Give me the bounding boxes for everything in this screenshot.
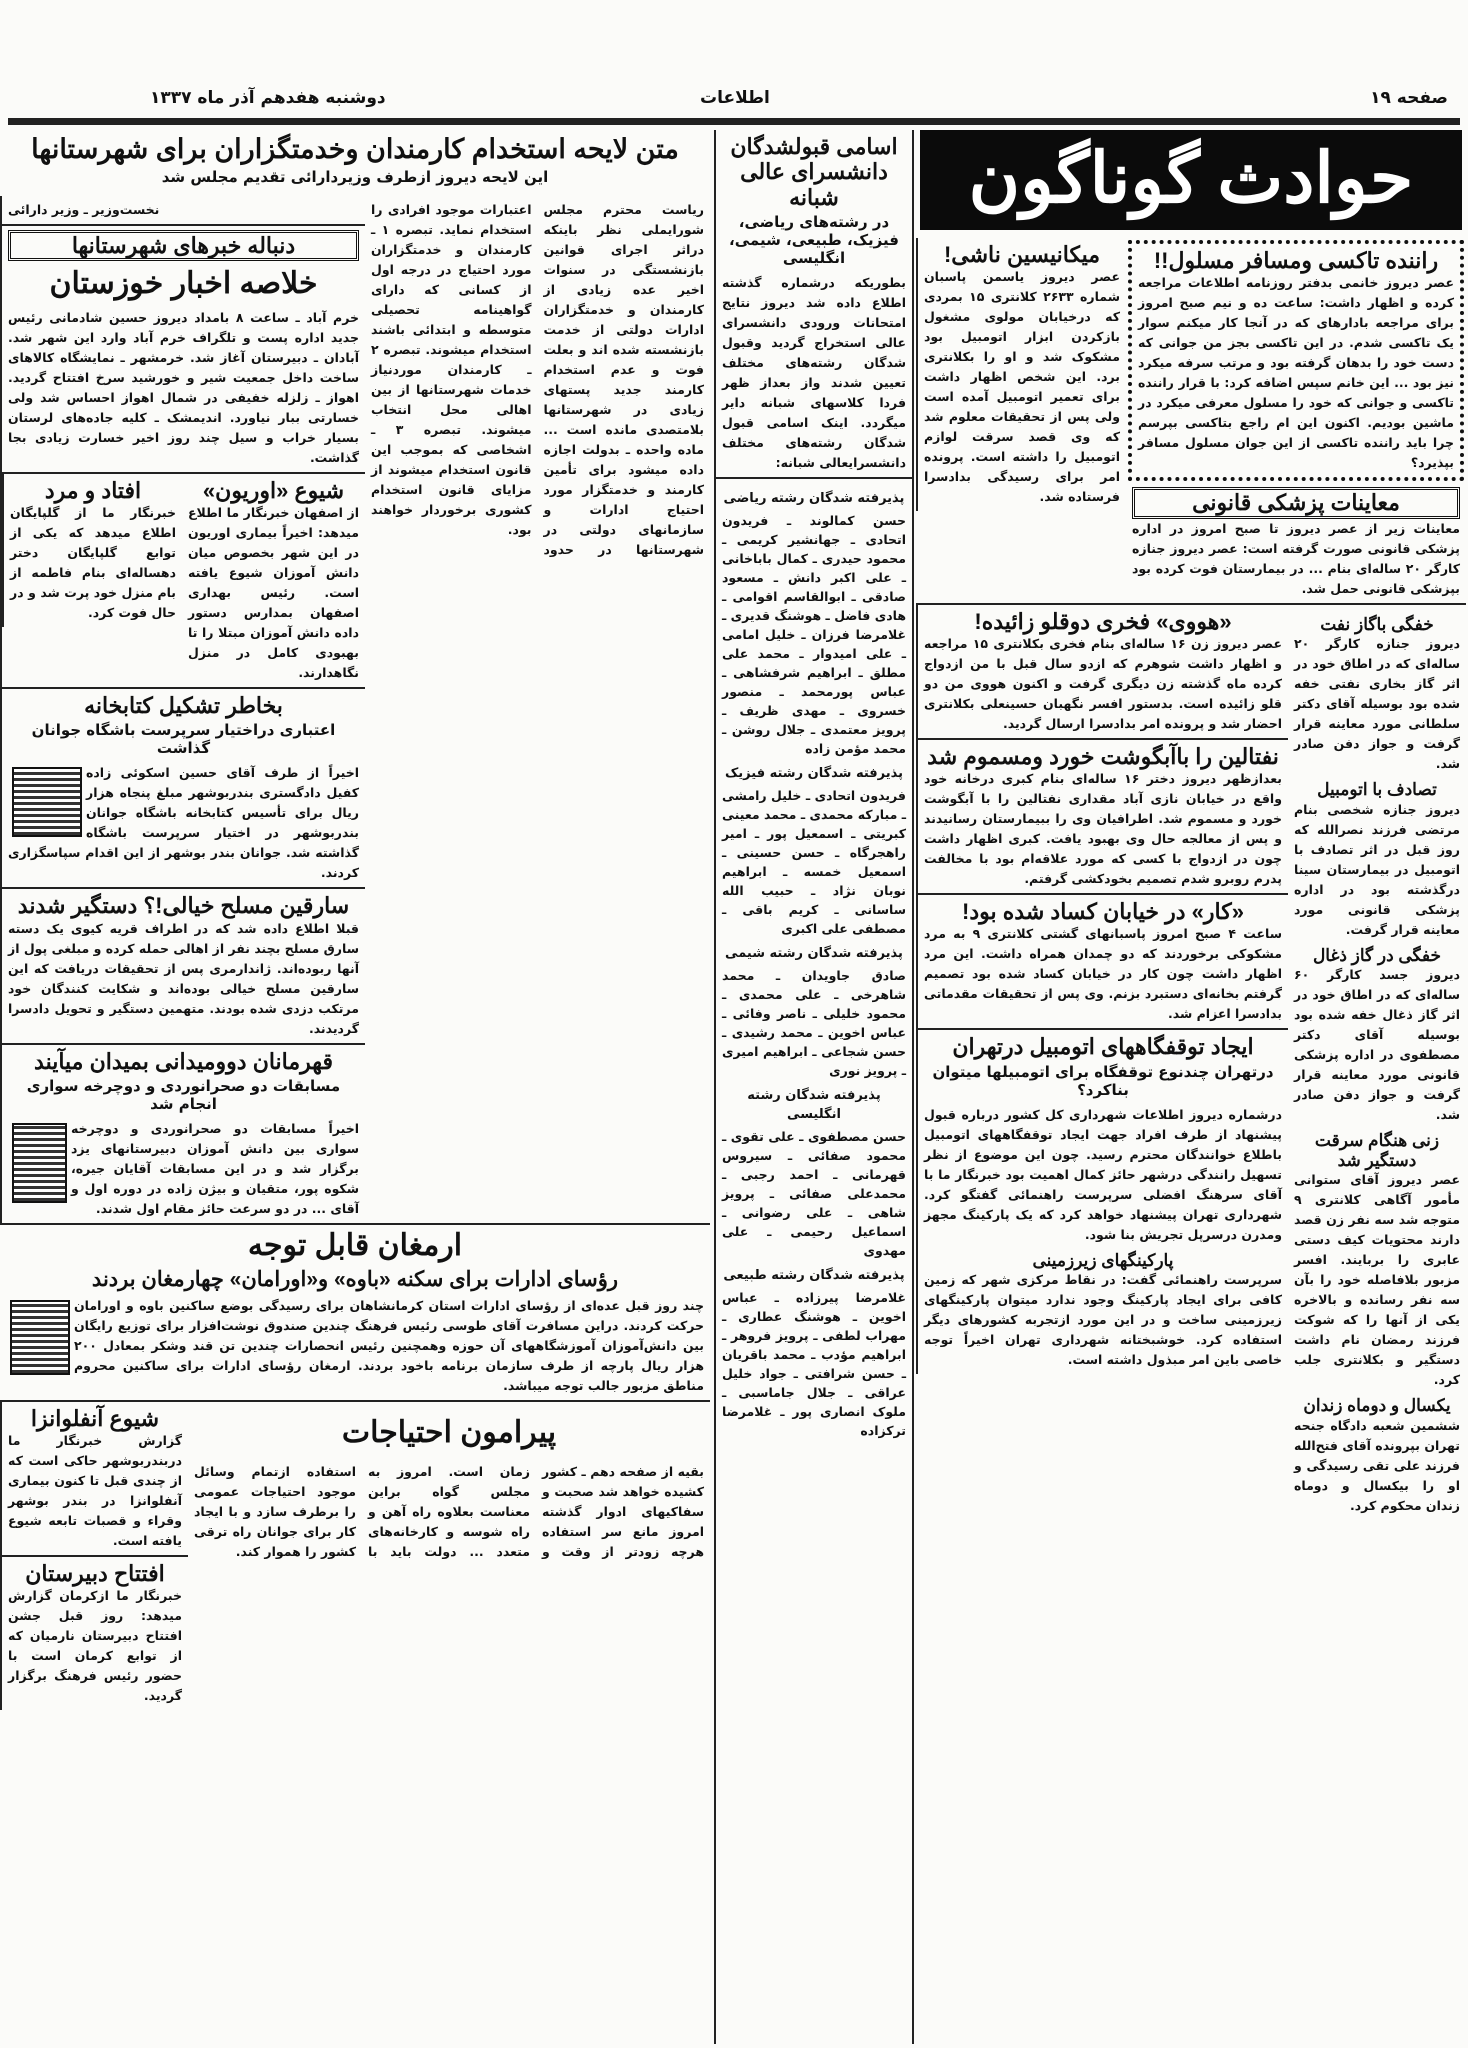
group-names: حسن مصطفوی ـ علی تقوی ـ محمود صفائی ـ سیروس قهرمانی ـ احمد رجبی ـ محمدعلی صفائی ـ پرویز شاهی ـ علی رضوانی ـ اسماعیل رحیمی ـ علی مهدوی [722,1128,906,1258]
headline: «هووی» فخری دوقلو زائیده! [974,608,1232,634]
subheadline: مسابقات دو صحرانوردی و دوچرخه سواری انجام شد [26,1077,341,1114]
group-names: صادق جاویدان ـ محمد شاهرخی ـ علی محمدی ـ محمود خلیلی ـ ناصر وفائی ـ عباس اخوین ـ محمد رشیدی ـ حسن شجاعی ـ ابراهیم امیری ـ پرویز نوری [722,967,906,1078]
group-title: پذیرفته شدگان رشته انگلیسی [747,1087,881,1122]
issue-date: دوشنبه هفدهم آذر ماه ۱۳۳۷ [150,88,386,108]
building-illustration-icon [10,1300,70,1375]
group-title: پذیرفته شدگان رشته فیزیک [724,765,904,781]
right-news-stack [916,605,1288,1375]
books-illustration-icon [12,767,82,837]
headline: قهرمانان دوومیدانی بمیدان میآیند [34,1048,333,1074]
article-body: عصر دیروز یاسمن پاسبان شماره ۲۶۳۳ کلانتری ۱۵ بمردی که درخیابان مولوی مشغول بازکردن ابزار اتومبیل بود مشکوک شد و او را بکلانتری برد. این شخص اظهار داشت برای تعمیر اتومبیل آمده است ولی پس از تحقیقات معلوم شد که وی قصد سرقت لوازم اتومبیل را داشته است. پرونده امر برای رسیدگی بدادسرا فرستاده شد. [924,269,1120,505]
header-rule [8,118,1460,125]
article-body: اخیراً از طرف آقای حسین اسکوئی زاده کفیل دادگستری بندربوشهر مبلغ پنجاه هزار ریال برای تأسیس کتابخانه باشگاه جوانان بندربوشهر در اختیار سرپرست باشگاه گذاشته شد. جوانان بندر بوشهر از این اقدام سپاسگزاری کردند. [8,765,359,881]
subheadline: اعتباری دراختیار سرپرست باشگاه جوانان گذاشت [31,721,336,758]
article-robbers [2,887,365,1042]
newspaper-name: اطلاعات [700,88,770,108]
headline: معاینات پزشکی قانونی [1132,487,1460,518]
article-body: ریاست محترم مجلس شورایملی نظر باینکه دراثر اجرای قوانین بازنشستگی در سنوات اخیر عده زیادی از کارمندان و خدمتگزاران ادارات دولتی از خدمت بازنشسته شده اند و بعلت فوت و عدم استخدام کارمند جدید پستهای زیادی در شهرستانها بلامتصدی مانده است ... ماده واحده ـ بدولت اجازه داده میشود برای تأمین کارمند و خدمتگزار مورد احتیاج ادارات و سازمانهای دولتی در شهرستانها در حدود اعتبارات موجود افرادی را استخدام نماید. تبصره ۱ ـ کارمندان و خدمتگزاران مورد احتیاج در درجه اول از کسانی که دارای گواهینامه تحصیلی متوسطه و ابتدائی باشند استخدام میشوند. تبصره ۲ ـ کارمندان موردنیاز خدمات شهرستانها از بین اهالی محل انتخاب میشوند. تبصره ۳ ـ اشخاصی که بموجب این قانون استخدام میشوند از مزایای قانون استخدام کشوری برخوردار خواهند بود. [371,202,704,558]
article-body: درشماره دیروز اطلاعات شهرداری کل کشور درباره قبول پیشنهاد از طرف افراد جهت ایجاد توقفگاههای اتومبیل باطلاع خوانندگان محترم رسید. چون این موضوع از نظر تسهیل رانندگی درشهر حائز کمال اهمیت بود خبرنگار ما با آقای سرهنگ افضلی سرپرست راهنمائی گفتگو کرد. شهرداری تهران پیشنهاد خواهد کرد که یک پارکینگ مجهز ومدرن درسرپل تجریش بنا شود. [924,1106,1282,1242]
left-bottom-row [0,1400,710,1711]
article-body: عصر دیروز خانمی بدفتر روزنامه اطلاعات مراجعه کرده و اظهار داشت: ساعت ده و نیم صبح امروز برای مراجعه بادارهای که در آنجا کار میکنم سوار یک تاکسی شدم. در این تاکسی بجز من جوانی که دست خود را بدهان گرفته بود و مرتب سرفه میکرد نیز بود ... این خانم سپس اضافه کرد: با قرار راننده تاکسی و جوانی که خود را مسلول معرفی میکرد در ماشین بودیم. اکنون این ام راجع بتاکسی بپرسم چرا باید راننده تاکسی از این جوان مسلول مسافر بپذیرد؟ [1138,275,1454,471]
right-top-stack [1126,238,1466,603]
article-body: خرم آباد ـ ساعت ۸ بامداد دیروز حسین شادمانی رئیس جدید اداره پست و تلگراف خرم آباد وارد این شهر شد. آبادان ـ دبیرستان آغاز شد. خرمشهر ـ نمایشگاه کالاهای ساخت داخل جمعیت شیر و خورشید سرخ افتتاح گردید. اهواز ـ زلزله خفیفی در شمال اهواز احساس شد ولی خسارتی ببار نیاورد. اندیمشک ـ کلیه جاده‌های لرستان بسیار خراب و سیل چند روز اخیر خسارت زیادی بجا گذاشت. [8,309,359,465]
article-body: اخیراً مسابقات دو صحرانوردی و دوچرخه سواری بین دانش آموزان دبیرستانهای یزد برگزار شد و در این مسابقات آقایان جیره، شکوه پور، متقیان و بیژن زاده در دوره اول و آقای ... در دو سرعت حائز مقام اول شدند. [71,1121,359,1217]
article-body: خبرنگار ما ازکرمان گزارش میدهد: روز قبل جشن افتتاح دبیرستان نارمیان که از توابع کرمان است با حضور رئیس فرهنگ برگزار گردید. [8,1588,182,1704]
subheading: پارکینگهای زیرزمینی [1032,1250,1174,1270]
group-title: پذیرفته شدگان رشته ریاضی [723,490,905,506]
headline: ایجاد توقفگاههای اتومبیل درتهران [952,1034,1254,1060]
headline: تصادف با اتومبیل [1317,780,1437,800]
headline: شیوع «اوریون» [202,477,345,503]
headline: خفگی در گاز ذغال [1312,945,1442,965]
section-title: خلاصه اخبار خوزستان [49,267,318,301]
headline: دنباله خبرهای شهرستانها [8,230,359,261]
article-body: دیروز جنازه کارگر ۲۰ ساله‌ای که در اطاق خود در اثر گاز بخاری نفتی خفه شده بود بوسیله آقای دکتر سلطانی مورد معاینه قرار گرفت و جواز دفن صادر شد. [1294,636,1460,772]
headline: زنی هنگام سرقت دستگیر شد [1314,1131,1440,1170]
article-body: دیروز جسد کارگر ۶۰ ساله‌ای که در اطاق خود در اثر گاز ذغال خفه شده بود بوسیله آقای دکتر مصطفوی در اداره پزشکی قانونی مورد معاینه قرار گرفت و جواز دفن صادر شد. [1294,967,1460,1123]
headline: راننده تاکسی ومسافر مسلول!! [1153,248,1439,273]
headline: خفگی باگاز نفت [1320,614,1434,634]
headline: یکسال و دوماه زندان [1303,1396,1451,1416]
article-body: دیروز جنازه شخصی بنام مرتضی فرزند نصرالله که روز قبل در اثر تصادف با اتومبیل در بیمارستان سینا درگذشته بود در اداره پزشکی قانونی مورد معاینه قرار گرفت. [1294,801,1460,937]
article-mumps [182,474,365,687]
group-names: غلامرضا پیرزاده ـ عباس اخوین ـ هوشنگ عطاری ـ مهراب لطفی ـ پرویز فروهر ـ ابراهیم مؤدب ـ محمد باقریان ـ حسن شرافتی ـ جواد خلیل عراقی ـ جلال جاماسبی ـ ملوک انصاری پور ـ غلامرضا ترکزاده [722,1289,906,1438]
article-body: گزارش خبرنگار ما دربندربوشهر حاکی است که از چندی قبل تا کنون بیماری آنفلوانزا در بندر بوشهر وقراء و قصبات تابعه شیوع یافته است. [8,1432,182,1548]
article-body: ششمین شعبه دادگاه جنحه تهران بپرونده آقای فتح‌الله فرزند علی تقی رسیدگی و او را بیکسال و دوماه زندان محکوم کرد. [1294,1417,1460,1513]
headline: نفتالین را باآبگوشت خورد ومسموم شد [927,743,1279,769]
article-needs [188,1402,710,1567]
right-top-row [916,238,1466,603]
subheadline: در رشته‌های ریاضی، فیزیک، طبیعی، شیمی، انگلیسی [729,212,899,267]
article-athletes [2,1043,365,1223]
page-number: صفحه ۱۹ [1370,88,1448,108]
runner-illustration-icon [12,1123,67,1203]
subheadline: درتهران چندنوع توقفگاه برای اتومبیلها میتوان بناکرد؟ [932,1062,1274,1099]
group-title: پذیرفته شدگان رشته شیمی [725,945,903,961]
left-middle-row [0,196,710,1223]
article-flu [2,1402,188,1555]
article-fell [2,474,182,627]
group-names: فریدون اتحادی ـ خلیل رامشی ـ مبارکه محمدی ـ محمد معینی کبریتی ـ اسمعیل پور ـ امیر راهجرگاه ـ حسن حسینی ـ اسمعیل خمسه ـ ابراهیم نوبان نژاد ـ حبیب الله ساسانی ـ کریم باقی ـ مصطفی علی اکبری [722,787,906,936]
headline: میکانیسین ناشی! [943,242,1101,267]
article-body: عصر دیروز زن ۱۶ ساله‌ای بنام فخری بکلانتری ۱۵ مراجعه و اظهار داشت شوهرم که ازدو سال قبل با من ازدواج کرده ماه گذشته زن دیگری گرفت و اکنون هووی من دو قلو زائیده است. بدستور افسر نگهبان حسینعلی بکلانتری احضار شد و پرونده امر بدادسرا ارسال گردید. [924,635,1283,731]
article-body: معاینات زیر از عصر دیروز تا صبح امروز در اداره پزشکی قانونی صورت گرفته است: عصر دیروز جنازه کارگر ۲۰ ساله‌ای بنام ... در بیمارستان فوت کرده بود بپزشکی قانونی حمل شد. [1132,520,1460,596]
article-signature: نخست‌وزیر ـ وزیر دارائی [8,202,160,218]
section-masthead: حوادث گوناگون [920,130,1462,230]
right-section [916,130,1466,2044]
right-bottom-row [916,603,1466,1520]
article-body: چند روز قبل عده‌ای از رؤسای ادارات استان کرمانشاهان برای رسیدگی بوضع ساکنین باوه و اورامان حرکت کردند. دراین مسافرت آقای طوسی رئیس فرهنگ چندین صندوق نوشت‌افزار برای توزیع رایگان بین دانش‌آموزان آموزشگاههای آن حوزه وهمچنین رئیس انحصارات چندین تن قند وشکر بمعادل ۲۰۰ هزار ریال پارچه از طرف سازمان برنامه باخود بردند. ارمغان رؤسای ادارات برای ساکنین محروم مناطق مزبور جالب توجه میباشد. [74,1297,704,1393]
article-twins [918,605,1288,738]
group-names: حسن کمالوند ـ فریدون اتحادی ـ جهانشیر کریمی ـ محمود حیدری ـ کمال باباخانی ـ علی اکبر دانش ـ مسعود صادقی ـ ابوالقاسم اقوامی ـ هادی فاضل ـ هوشنگ قدیری ـ غلامرضا فرزان ـ خلیل امامی ـ علی امیدوار ـ محمد علی مطلق ـ ابراهیم شرفشاهی ـ عباس پورمحمد ـ منصور خسروی ـ مهدی ظریف ـ پرویز معتمدی ـ جلال روشن ـ محمد مؤمن زاده [722,512,906,756]
article-body: قبلا اطلاع داده شد که در اطراف قریه کیوی یک دسته سارق مسلح بچند نفر از اهالی حمله کرده و مبلغی پول از آنها ربوده‌اند. ژاندارمری پس از تحقیقات دریافت که این سارقین مسلح خیالی بوده‌اند و شکایت کنندگان خود مرتکب دزدی شده بودند. متهمین دستگیر و تحویل دادسرا گردیدند. [8,920,359,1036]
article-taxi [1128,240,1464,481]
headline: شیوع آنفلوانزا [30,1405,160,1431]
article-body: سرپرست راهنمائی گفت: در نقاط مرکزی شهر که زمین کافی برای ایجاد پارکینگ وجود ندارد میتوان پارکینگهای زیرزمینی ساخت و در این مورد ازتجربه کشورهای دیگر استفاده کرد. خوشبختانه شهرداری تهران اخیراً توجه خاصی باین امر مبذول داشته است. [924,1272,1282,1368]
article-gift [0,1223,710,1400]
headline: سارقین مسلح خیالی!؟ دستگیر شدند [17,893,350,919]
left-briefs-stack [0,196,365,1223]
article-body: بعدازظهر دیروز دختر ۱۶ ساله‌ای بنام کبری درخانه خود واقع در خیابان نازی آباد مقداری نفتالین را با آبگوشت خورد و مسموم شد. اطرافیان وی را ببیمارستان رسانیدند و پس از معالجه حال وی بهبود یافت. کبری اظهار داشت چون در ازدواج با کسی که مورد علاقه‌ام بود با مخالفت پدرم روبرو شدم تصمیم بخودکشی گرفتم. [924,771,1282,887]
article-body: عصر دیروز آقای ستوانی مأمور آگاهی کلانتری ۹ متوجه شد سه نفر زن قصد دارند محتویات کیف دستی عابری را بربایند. افسر مزبور بلافاصله خود را بآن سه نفر رسانده و بالاخره یکی از آنها را که شوکت فرزند رمضان نام داشت دستگیر و بکلانتری جلب کرد. [1294,1172,1460,1388]
headline: پیرامون احتیاجات [341,1415,557,1449]
article-library [2,687,365,887]
headline: بخاطر تشکیل کتابخانه [84,693,283,719]
article-naphthalene [918,738,1288,893]
subheadline: این لایحه دیروز ازطرف وزیردارائی تقدیم مجلس شد [161,168,549,187]
briefs-row [2,472,365,687]
left-section [0,130,710,2044]
headline: متن لایحه استخدام کارمندان وخدمتگزاران برای شهرستانها [31,134,679,164]
article-parking [918,1028,1288,1374]
article-intro: بطوریکه درشماره گذشته اطلاع داده شد دیروز نتایج امتحانات ورودی دانشسرای عالی استخراج گردید وقبول شدگان رشته‌های مختلف تعیین شدند واز بعداز ظهر فردا کلاسهای شبانه دایر میگردد. اینک اسامی قبول شدگان رشته‌های مختلف دانشسرایعالی شبانه: [722,274,906,470]
article-burglar [918,893,1288,1028]
article-mechanic [916,238,1126,511]
headline: افتتاح دبیرستان [25,1560,165,1586]
article-night-college [714,130,914,2044]
subheadline: رؤسای ادارات برای سکنه «باوه» و«اورامان» چهارمغان بردند [91,1267,619,1291]
article-employment-bill [0,130,710,196]
side-briefs [1288,605,1466,1520]
headline: اسامی قبولشدگان دانشسرای عالی شبانه [730,134,898,210]
left-bottom-stack [0,1402,188,1711]
article-body: خبرنگار ما از گلپایگان اطلاع میدهد که یکی از توابع گلپایگان دختر دهساله‌ای بنام فاطمه از بام منزل خود پرت شد و در حال فوت کرد. [10,505,176,621]
article-body: بقیه از صفحه دهم ـ کشور کشیده خواهد شد صحبت و سفاکیهای ادوار گذشته امروز مانع سر استفاده هرچه زودتر از وقت و زمان است. امروز به مجلس گواه براین معناست بعلاوه راه آهن و راه شوسه و کارخانه‌های متعدد ... دولت باید با استفاده ازتمام وسائل موجود احتیاجات عمومی را برطرف سازد و با ایجاد کار برای جوانان راه ترقی کشور را هموار کند. [194,1464,704,1560]
students-header [716,130,912,477]
headline: ارمغان قابل توجه [247,1229,463,1263]
group-title: پذیرفته شدگان رشته طبیعی [723,1267,905,1283]
article-medical [1126,483,1466,602]
names-list [716,477,912,1444]
article-school [2,1555,188,1710]
article-body: ساعت ۴ صبح امروز پاسبانهای گشتی کلانتری ۹ به مرد مشکوکی برخوردند که دو چمدان همراه داشت. این مرد اظهار داشت چون کار در خیابان کساد شده بود تصمیم گرفتم بخانه‌ای دستبرد بزنم. وی پس از تحقیقات مقدماتی بدادسرا اعزام شد. [924,926,1282,1022]
article-body: از اصفهان خبرنگار ما اطلاع میدهد: اخیراً بیماری اوریون در این شهر بخصوص میان دانش آموزان شیوع یافته است. رئیس بهداری اصفهان بمدارس دستور داده دانش آموزان مبتلا را تا بهبودی کامل در منزل نگاهدارند. [188,505,359,681]
headline: افتاد و مرد [44,477,142,503]
provinces-header [2,224,365,472]
headline: «کار» در خیابان کساد شده بود! [962,899,1244,925]
